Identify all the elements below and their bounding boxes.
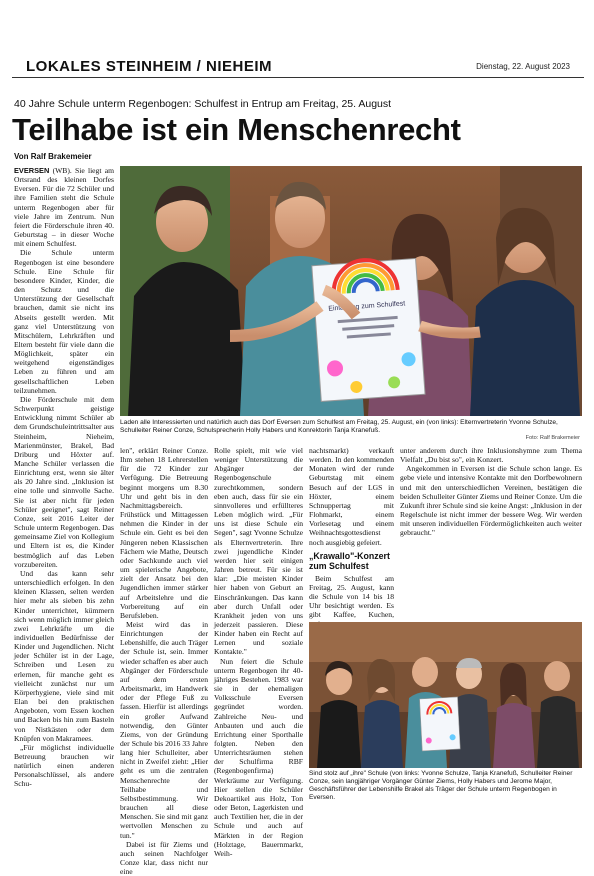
poster-title: Einladung zum Schulfest [328, 300, 406, 313]
header-rule [12, 77, 584, 78]
paragraph: Beim Schulfest am Freitag, 25. August, kann die Schule von 14 bis 18 Uhr besichtigt werden. Es gibt Kaffee, Kuchen, [309, 573, 394, 620]
article-column-1 [14, 166, 114, 816]
main-photo [120, 166, 582, 416]
section-title: LOKALES STEINHEIM / NIEHEIM [26, 58, 273, 75]
article-column-3 [214, 446, 303, 858]
paragraph: Angekommen in Eversen ist die Schule schon lange. Es gebe viele und intensive Kontakte mit den Dorfbewohnern und mit den unterschiedlichen Vereinen, bestätigen die beiden Schulleiter Günter Ziems und Reiner Conze. Um die Zukunft ihrer Schule sind sie keine Angst: „Inklusion in der Regelschule ist nicht immer der bessere Weg. Wir werden mit unseren individuellen Fördermöglichkeiten auch weiter gebraucht." [400, 464, 582, 538]
paragraph: Meist wird das in Einrichtungen der Lebenshilfe, die auch Träger der Schule ist, sein. Immer wieder schaffen es aber auch Abgänger der Förderschule auf dem ersten Arbeitsmarkt, im Handwerk oder der Pflege Fuß zu fassen. Hierfür ist allerdings ein großer Aufwand notwendig, den Günter Ziems, von der Gründung der Schule bis 2016 33 Jahre lang hier Schulleiter, aber nicht in Zweifel zieht: „Hier geht es um die zentralen Menschenrechte der Teilhabe und Selbstbestimmung. Wir brauchen all diese Menschen. Sie sind mit ganz wertvollen Menschen zu tun." [120, 619, 208, 840]
main-photo-credit: Foto: Ralf Brakemeier [525, 435, 580, 441]
paragraph: len", erklärt Reiner Conze. Ihm stehen 18 Lehrerstellen für die 72 Kinder zur Verfügung. Die Betreuung beginnt morgens um 8.30 Uhr und geht bis in den Nachmittagsbereich. Frühstück und Mittagessen nehmen die Kinder in der Schule ein. Geht es bei den Jüngeren neben Klassischen Fächern wie Mathe, Deutsch oder Sachkunde auch viel um spielerische Angebote, zielt der Ansatz bei den Jugendlichen immer stärker auf Arbeitslehre und die Vorbereitung auf ein Berufsleben. [120, 446, 208, 620]
article-column-4 [309, 446, 394, 620]
dateline: EVERSEN [14, 166, 50, 175]
article-column-2 [120, 446, 208, 876]
article-kicker: 40 Jahre Schule unterm Regenbogen: Schulfest in Entrup am Freitag, 25. August [14, 98, 392, 110]
paragraph: Die Förderschule mit dem Schwerpunkt geistige Entwicklung nimmt Schüler ab dem Grundschuleintrittsalter aus Steinheim, Nieheim, Marienmünster, Brakel, Bad Driburg und Höxter auf. Manche Schüler verlassen die Einrichtung erst, wenn sie älter als 20 Jahre sind. „Inklusion ist eine tolle und sinnvolle Sache. Sie ist aber nicht für jeden Schüler geeignet", sagt Reiner Conze, seit 2016 Leiter der Schule unterm Regenbogen. Das gemeinsame Ziel von Kollegium und Eltern ist es, die Kinder bestmöglich auf das Leben vorzubereiten. [14, 394, 114, 569]
paragraph: nachtsmarkt) verkauft werden. In den kommenden Monaten wird der runde Geburtstag mit einem Besuch auf der LGS in Höxter, einem Schnuppertag mit Flohmarkt, einem Vorlesetag und einem Weihnachtsgottesdienst noch ausgiebig gefeiert. [309, 446, 394, 547]
intro-paragraph: EVERSEN (WB). Sie liegt am Ortsrand des kleinen Dorfes Eversen. Für die 72 Schüler und ihre Familien steht die Schule unterm Regenbogen aber für viele Jahre im Zentrum. Nun feiert die Förderschule ihren 40. Geburtstag – in dieser Woche mit einem Schulfest. [14, 166, 114, 249]
article-headline: Teilhabe ist ein Menschenrecht [12, 112, 461, 147]
paragraph: Rolle spielt, mit wie viel weniger Unterstützung die Abgänger der Regenbogenschule zurechtkommen, sondern eben auch, dass für sie ein sinnvolleres und erfüllteres Leben möglich wird. „Für uns ist diese Schule ein Segen", sagt Yvonne Schulze als Elternvertreterin. Ihre zwei jugendliche Kinder werden hier seit einigen Jahren betreut. Für sie ist klar: „Die meisten Kinder hier haben von Geburt an Einschränkungen. Das kann aber durch Unfall oder Krankheit jeden von uns jederzeit passieren. Diese Kinder haben ein Recht auf Lernen und soziale Kontakte." [214, 446, 303, 657]
paragraph: unter anderem durch ihre Inklusionshymne zum Thema Vielfalt „Du bist so", ein Konzert. [400, 446, 582, 465]
secondary-photo-image [309, 622, 582, 768]
subheading: „Krawallo"-Konzert zum Schulfest [309, 550, 390, 571]
paragraph: Dabei ist für Ziems und auch seinen Nachfolger Conze klar, dass nicht nur eine [120, 839, 208, 876]
main-photo-caption: Laden alle Interessierten und natürlich auch das Dorf Eversen zum Schulfest am Freitag, 25. August, ein (von links): Elternvertreterin Yvonne Schulze, Schulleiter Reiner Conze, Schulsprecherin Holly Habers und Konrektorin Tanja Kranefuß. [120, 419, 558, 434]
paragraph: Und das kann sehr unterschiedlich erfolgen. In den kleinen Klassen, selten werden hier mehr als sieben bis zehn Kinder unterrichtet, kümmern sich wenn möglich immer gleich zwei Lehrkräfte um die individuellen Bedürfnisse der Kinder und Jugendlichen. Nicht jeder Schüler ist in der Lage, Schreiben und Lesen zu erlernen, für manche geht es vielleicht zunächst nur um Körperhygiene, viele sind mit Elan bei den praktischen Angeboten, vom Essen kochen und Backen bis hin zum Basteln von Nistkästen oder dem Knüpfen von Makramees. [14, 568, 114, 743]
paragraph: „Für möglichst individuelle Betreuung brauchen wir natürlich einen anderen Personalschlüssel, als andere Schu- [14, 742, 114, 789]
paragraph: Die Schule unterm Regenbogen ist eine besondere Schule. Eine Schule für besondere Kinder, Kinder, die den Schutz und die Unterstützung der Gesellschaft brauchen, damit sie nicht ins Abseits gestellt werden. Mit ganz viel Unterstützung von Mitschülern, Lehrkräften und Eltern besteht für viele dann die Möglichkeit, später ein weitgehend eigenständiges Leben zu führen und am gesellschaftlichen Leben teilzunehmen. [14, 248, 114, 395]
secondary-photo [309, 622, 582, 768]
main-photo-image [120, 166, 582, 416]
paragraph: Nun feiert die Schule unterm Regenbogen ihr 40-jähriges Bestehen. 1983 war sie in der ehemaligen Volksschule Eversen gegründet worden. Zahlreiche Neu- und Anbauten und auch die Errichtung einer Sporthalle folgten. Neben den Unterrichtsräumen stehen der Schulfirma RBF (Regenbogenfirma) Werkräume zur Verfügung. Hier stellen die Schüler Dekoartikel aus Holz, Ton oder Beton, Lagerkisten und auch Textilien her, die in der Schule und auch auf Märkten in der Region (Holztage, Bauernmarkt, Weih- [214, 656, 303, 858]
issue-date: Dienstag, 22. August 2023 [476, 62, 570, 71]
article-column-5 [400, 446, 582, 616]
article-byline: Von Ralf Brakemeier [14, 152, 92, 161]
secondary-photo-caption: Sind stolz auf „ihre" Schule (von links: Yvonne Schulze, Tanja Kranefuß, Schulleiter Reiner Conze, sein langjähriger Vorgänger Günter Ziems, Holly Habers und Jerome Major, Geschäftsführer der Lebenshilfe Brakel als Träger der Schule unterm Regenbogen in Eversen. [309, 770, 573, 801]
